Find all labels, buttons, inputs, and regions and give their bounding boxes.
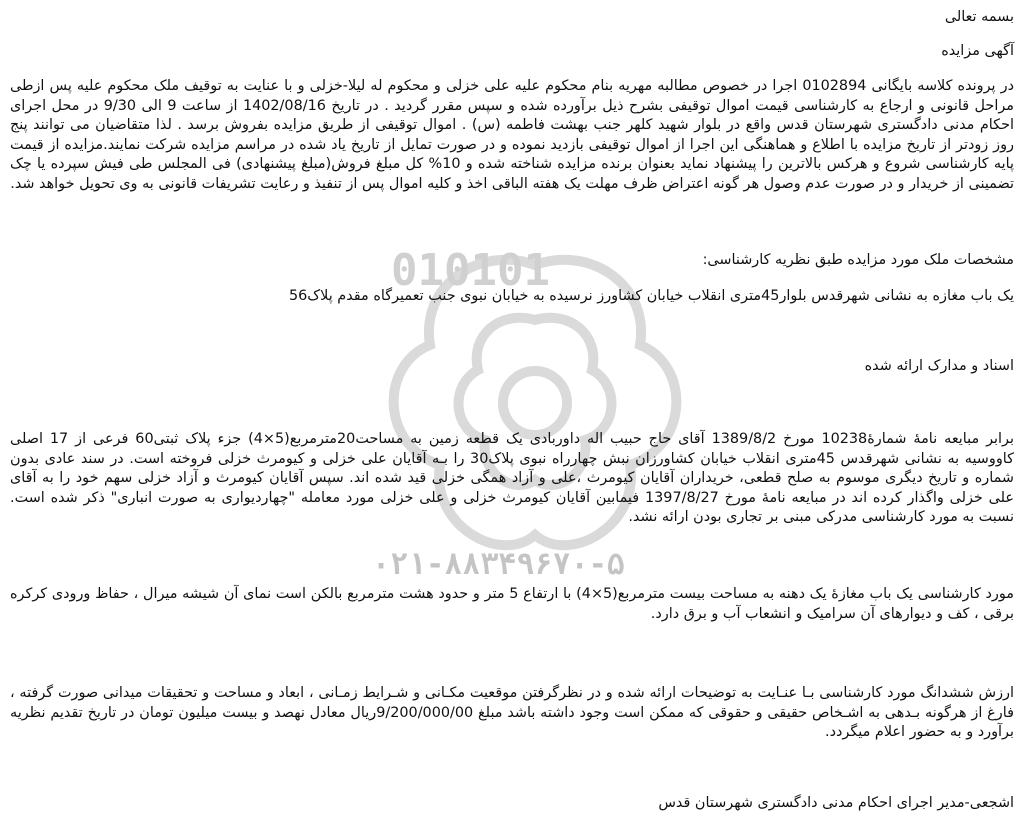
watermark-phone: ۰۲۱-۸۸۳۴۹۶۷۰-۵ — [372, 547, 625, 582]
signature-line: اشجعی-مدیر اجرای احکام مدنی دادگستری شهرستان قدس — [658, 795, 1014, 811]
property-description: یک باب مغازه به نشانی شهرقدس بلوار45متری انقلاب خیابان کشاورز نرسیده به خیابان نبوی جنب تعمیرگاه مقدم پلاک56 — [288, 288, 1014, 304]
watermark-digits: 010101 — [391, 245, 550, 296]
expert-item-paragraph: مورد کارشناسی یک باب مغازهٔ یک دهنه به مساحت بیست مترمربع(5×4) با ارتفاع 5 متر و حدود هشت مترمربع بالکن است نمای آن شیشه میرال ، حفاظ ورودی کرکره برقی ، کف و دیوارهای آن سرامیک و انشعاب آب و برق دارد. — [10, 586, 1015, 622]
invocation-line: بسمه تعالی — [944, 9, 1014, 25]
valuation-paragraph: ارزش ششدانگ مورد کارشناسی بـا عنـایت به توضیحات ارائه شده و در نظرگرفتن موقعیت مکـانی و شـرایط زمـانی ، ابعاد و مساحت و تحقیقات میدانی صورت گرفته ، فارغ از هرگونه بـدهی به اشـخاص حقیقی و حقوقی که ممکن است وجود داشته باشد مبلغ 9/200/000/00ریال معادل نهصد و بیست میلیون تومان در تاریخ تقدیم نظریه برآورد و به حضور اعلام میگردد. — [10, 685, 1014, 740]
intro-paragraph: در پرونده کلاسه بایگانی 0102894 اجرا در خصوص مطالبه مهریه بنام محکوم علیه علی خزلی و محکوم له لیلا-خزلی و با عنایت به توقیف ملک محکوم علیه پس ازطی مراحل قانونی و ارجاع به کارشناسی قیمت اموال توقیفی بشرح ذیل برآورده شده و سپس مقرر گردید . در تاریخ 1402/08/16 از ساعت 9 الی 9/30 در محل اجرای احکام مدنی دادگستری شهرستان قدس واقع در بلوار شهید کلهر جنب بهشت فاطمه (س) . اموال توقیفی از طریق مزایده بفروش برسد . لذا متقاضیان می توانند پنج روز زودتر از تاریخ مزایده با اطلاع و هماهنگی این اجرا از اموال توقیفی بازدید نموده و در صورت تمایل از تاریخ یاد شده در مراسم مزایده شرکت نمایند.مزایده از قیمت پایه کارشناسی شروع و هرکس بالاترین را پیشنهاد نماید بعنوان برنده مزایده شناخته شده و 10% کل مبلغ فروش(مبلغ پیشنهادی) فی المجلس طی فیش سپرده یا چک تضمینی از خریدار و در صورت عدم وصول هر گونه اعتراض ظرف مهلت یک هفته الباقی اخذ و کلیه اموال پس از تنفیذ و رعایت تشریفات قانونی به وی تحویل خواهد شد. — [10, 78, 1014, 192]
specs-heading: مشخصات ملک مورد مزایده طبق نظریه کارشناسی: — [702, 252, 1014, 268]
notice-title: آگهی مزایده — [941, 43, 1014, 59]
documents-heading: اسناد و مدارک ارائه شده — [864, 358, 1014, 374]
documents-paragraph: برابر مبایعه نامهٔ شمارهٔ10238 مورخ 1389/8/2 آقای حاج حبیب اله داوربادی یک قطعه زمین به مساحت20مترمربع(5×4) جزء پلاک ثبتی60 فرعی از 17 اصلی کاووسیه به نشانی شهرقدس 45متری انقلاب خیابان کشاورزان نبش چهارراه نبوی پلاک30 را بـه آقایان علی خزلی و کیومرث خزلی فروخته است. در سند عادی بدون شماره و تاریخ دیگری موسوم به صلح قطعی، خریداران آقایان کیومرث ،علی و آزاد همگی خزلی قید شده اند. سپس آقایان کیومرث و آزاد خزلی سهم خود را به آقای علی خزلی واگذار کرده اند در مبایعه نامهٔ مورخ 1397/8/27 فیمابین آقایان کیومرث خزلی و علی خزلی مورد معامله "چهاردیواری به صورت انباری" ذکر شده است. نسبت به مورد کارشناسی مدرکی مبنی بر تجاری بودن ارائه نشد. — [10, 431, 1015, 525]
